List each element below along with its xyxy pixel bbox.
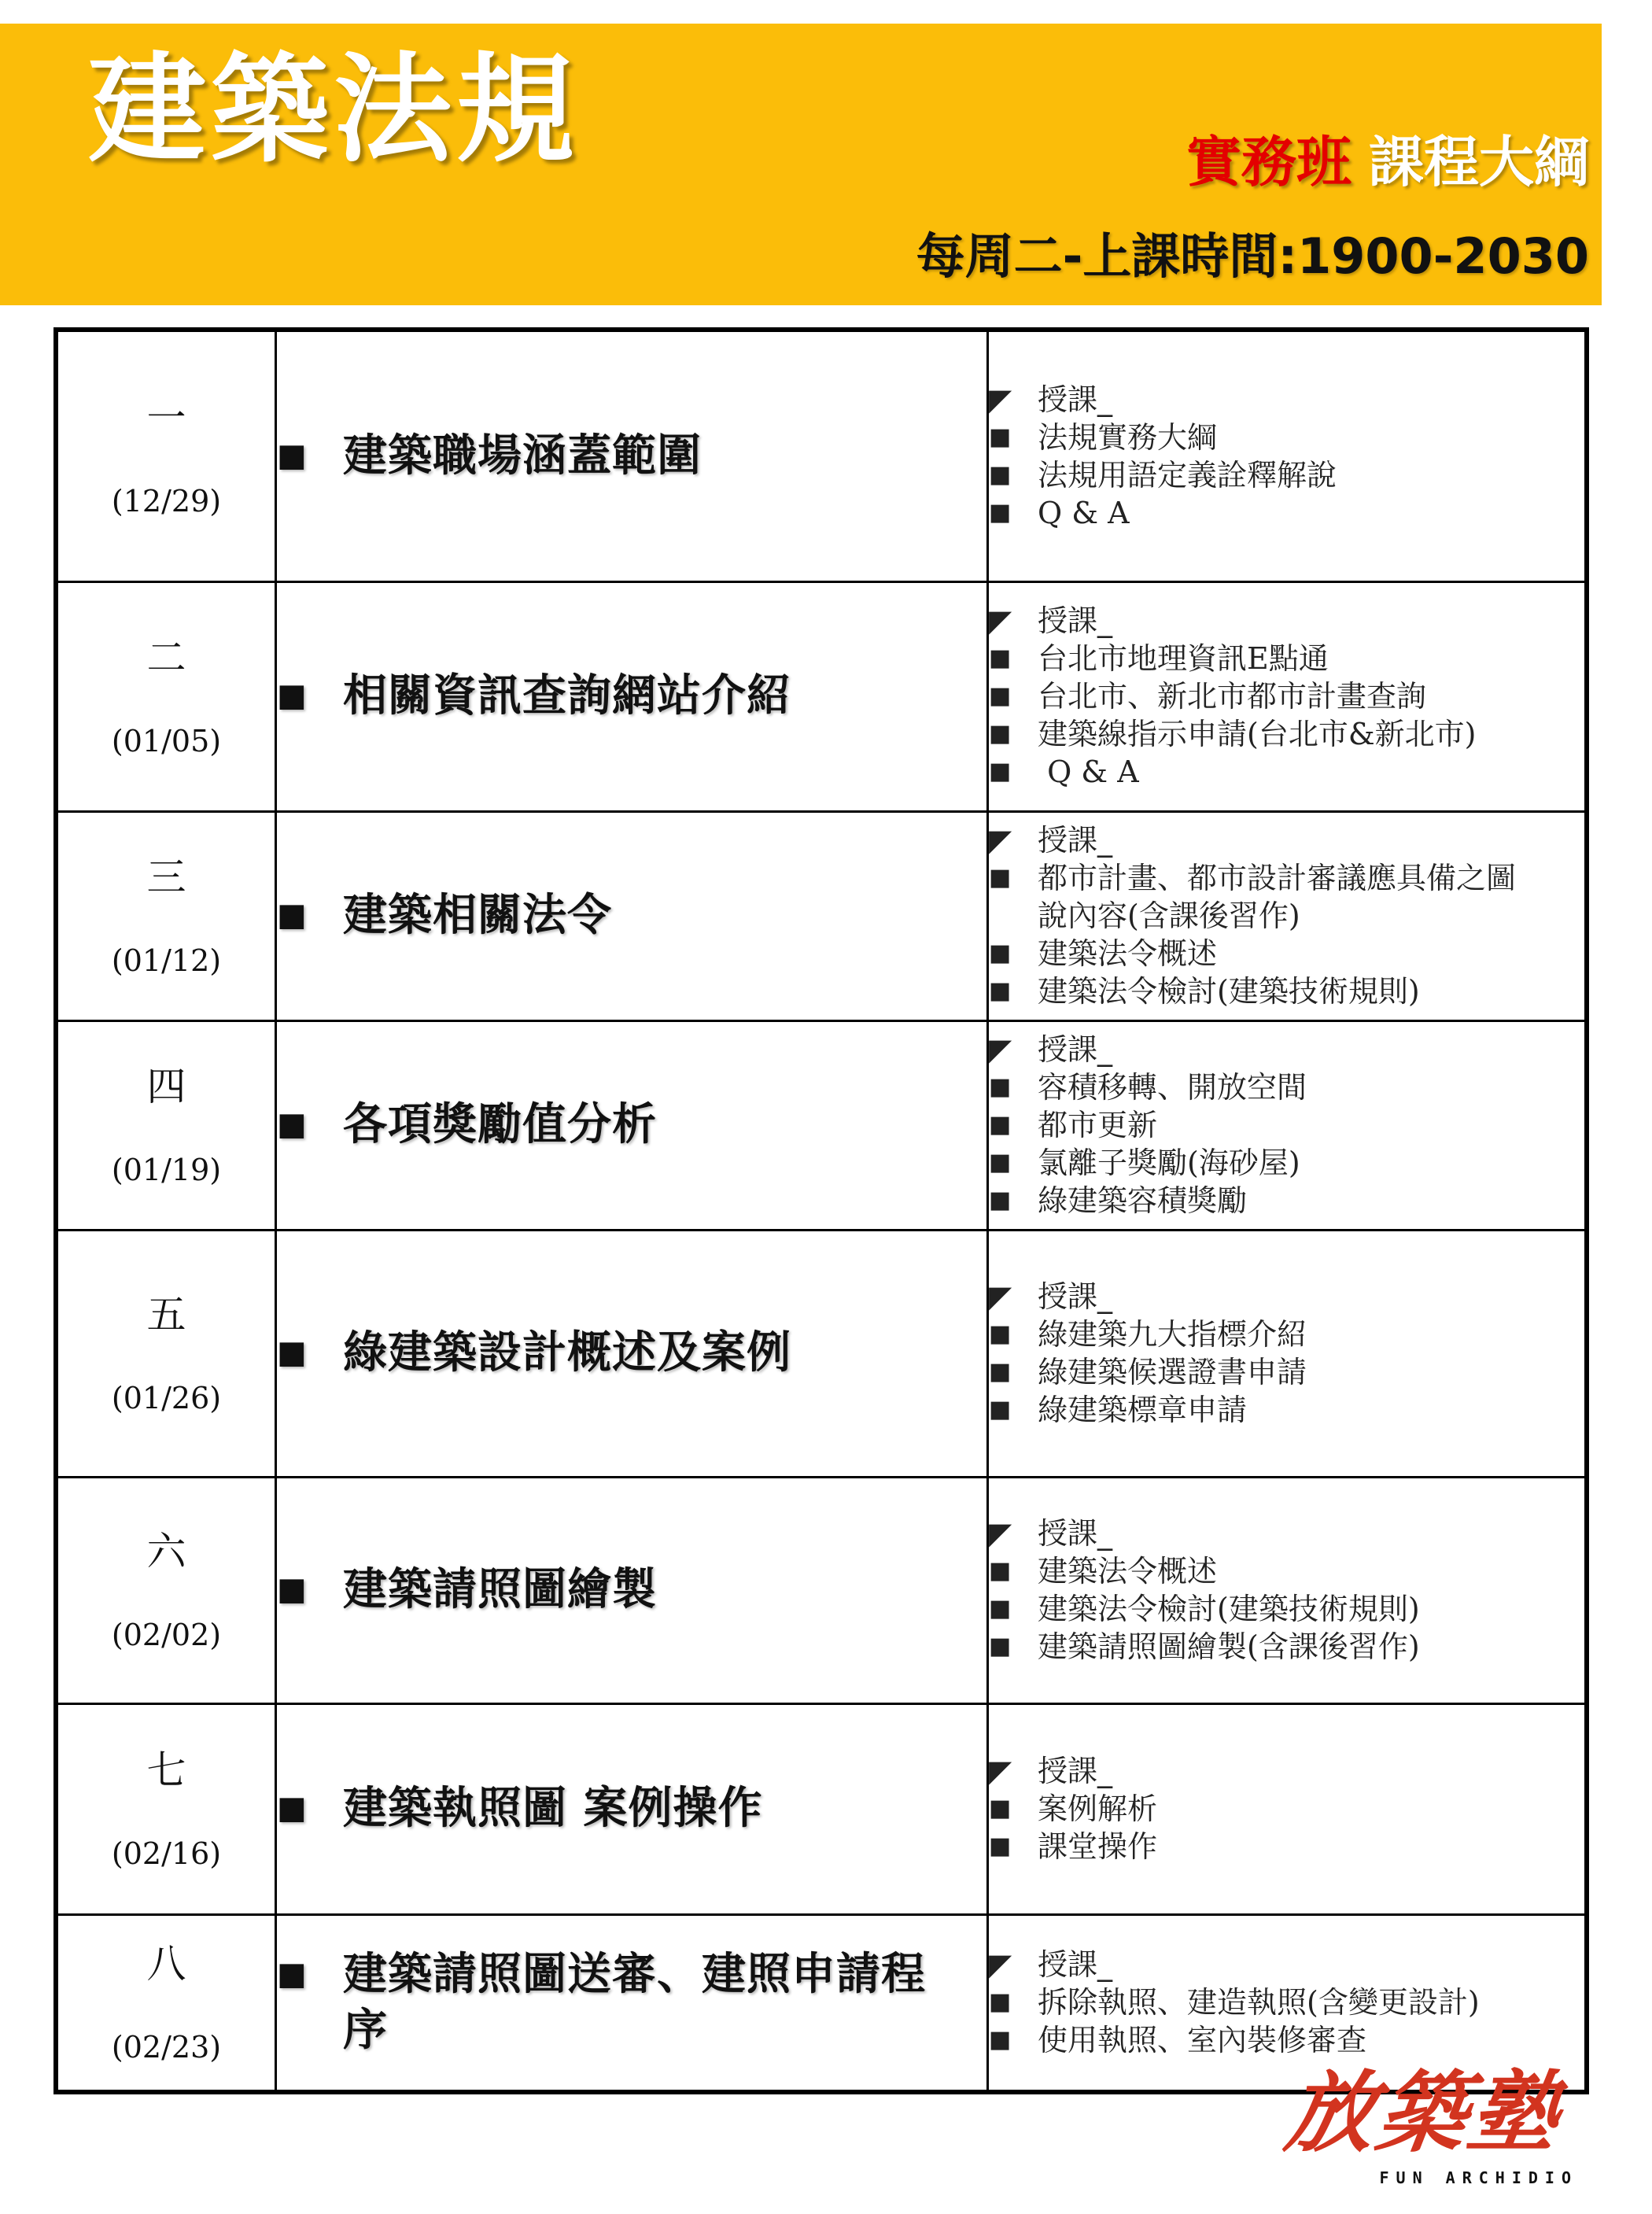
detail-item: ■ 建築請照圖繪製(含課後習作) <box>989 1629 1420 1664</box>
square-bullet-icon: ■ <box>989 864 1012 891</box>
detail-item: ■ 使用執照、室內裝修審查 <box>989 2023 1367 2058</box>
square-bullet-icon: ■ <box>989 1073 1012 1101</box>
detail-item: ■ 綠建築標章申請 <box>989 1393 1248 1427</box>
lesson-number: 二 <box>146 635 186 681</box>
detail-item: ■ 建築法令檢討(建築技術規則) <box>989 974 1420 1009</box>
triangle-bullet-icon: ◤ <box>989 1754 1012 1788</box>
lesson-number-cell <box>56 581 276 811</box>
lesson-row <box>56 1703 1587 1914</box>
lesson-number-cell <box>56 1703 276 1914</box>
lesson-row <box>56 330 1587 581</box>
lesson-row <box>56 811 1587 1020</box>
square-bullet-icon: ■ <box>989 977 1012 1005</box>
lesson-topic-text: 各項獎勵值分析 <box>343 1099 657 1151</box>
lesson-topic-cell <box>276 1914 988 2092</box>
lesson-number-cell <box>56 1020 276 1230</box>
detail-item: ■ 課堂操作 <box>989 1829 1158 1864</box>
lesson-date: (01/05) <box>111 724 222 759</box>
lesson-date: (02/23) <box>111 2030 222 2065</box>
detail-heading: ◤ 授課_ <box>989 382 1113 417</box>
lesson-topic-text-continued: 序 <box>343 2005 388 2057</box>
detail-item: ■ Q & A <box>989 495 1130 530</box>
class-schedule: 每周二-上課時間:1900-2030 <box>916 227 1589 285</box>
logo-chinese-text: 放築塾 <box>1279 2061 1569 2164</box>
triangle-bullet-icon: ◤ <box>989 823 1012 858</box>
lesson-number: 四 <box>146 1064 186 1110</box>
lesson-topic <box>277 668 986 725</box>
lesson-topic-text: 建築請照圖送審、建照申請程 <box>343 1948 926 2000</box>
lesson-topic <box>277 428 986 485</box>
lesson-number: 七 <box>146 1747 186 1794</box>
lesson-topic-cell <box>276 1020 988 1230</box>
detail-item: ■ 建築法令概述 <box>989 1554 1218 1589</box>
lesson-detail-cell <box>988 1230 1587 1477</box>
lesson-detail-cell <box>988 1703 1587 1914</box>
detail-heading: ◤ 授課_ <box>989 603 1113 638</box>
lesson-number-cell <box>56 1230 276 1477</box>
lesson-date: (02/16) <box>111 1836 222 1872</box>
lesson-row <box>56 1230 1587 1477</box>
detail-heading: ◤ 授課_ <box>989 1279 1113 1314</box>
subtitle-class-type: 實務班 <box>1186 130 1351 194</box>
subtitle-syllabus: 課程大綱 <box>1369 130 1589 194</box>
triangle-bullet-icon: ◤ <box>989 1032 1012 1067</box>
square-bullet-icon: ■ <box>989 1557 1012 1585</box>
lesson-number: 六 <box>146 1529 186 1575</box>
lesson-topic <box>277 1946 986 2059</box>
triangle-bullet-icon: ◤ <box>989 603 1012 638</box>
lesson-topic-cell <box>276 581 988 811</box>
square-bullet-icon: ■ <box>989 498 1012 526</box>
detail-item: ■ 台北市、新北市都市計畫查詢 <box>989 679 1427 714</box>
logo-english-text: FUN ARCHIDIO <box>1379 2168 1578 2187</box>
square-bullet-icon: ■ <box>989 1111 1012 1138</box>
lesson-detail-cell <box>988 811 1587 1020</box>
triangle-bullet-icon: ◤ <box>989 382 1012 417</box>
square-bullet-icon: ■ <box>989 1320 1012 1348</box>
lesson-topic <box>277 887 986 944</box>
lesson-topic-cell <box>276 1477 988 1703</box>
square-bullet-icon: ■ <box>989 1832 1012 1860</box>
detail-item: ■ 綠建築候選證書申請 <box>989 1355 1307 1389</box>
lesson-date: (01/26) <box>111 1381 222 1416</box>
lesson-topic-text: 建築職場涵蓋範圍 <box>343 430 702 482</box>
detail-heading: ◤ 授課_ <box>989 823 1113 858</box>
detail-item: ■ 建築線指示申請(台北市&新北市) <box>989 717 1477 751</box>
lesson-topic-cell <box>276 1703 988 1914</box>
square-bullet-icon: ■ <box>989 1149 1012 1176</box>
lesson-detail-cell <box>988 1477 1587 1703</box>
lesson-date: (01/19) <box>111 1153 222 1188</box>
square-bullet-icon: ■ <box>989 1186 1012 1214</box>
square-bullet-icon: ■ <box>989 423 1012 451</box>
detail-item: ■ 容積移轉、開放空間 <box>989 1070 1307 1105</box>
lesson-topic-cell <box>276 1230 988 1477</box>
triangle-bullet-icon: ◤ <box>989 1516 1012 1551</box>
lesson-topic <box>277 1562 986 1618</box>
lesson-date: (01/12) <box>111 943 222 979</box>
detail-item: ■ 氯離子獎勵(海砂屋) <box>989 1146 1300 1180</box>
square-bullet-icon: ■ <box>989 1396 1012 1423</box>
triangle-bullet-icon: ◤ <box>989 1279 1012 1314</box>
detail-item: ■ 法規實務大綱 <box>989 419 1218 455</box>
detail-item: ■ Q & A <box>989 755 1139 789</box>
square-bullet-icon: ■ <box>277 1955 308 1992</box>
square-bullet-icon: ■ <box>989 1988 1012 2017</box>
lesson-number: 五 <box>146 1292 186 1338</box>
detail-item: ■ 法規用語定義詮釋解說 <box>989 457 1337 493</box>
lesson-number: 八 <box>146 1941 186 1987</box>
square-bullet-icon: ■ <box>277 1106 308 1143</box>
lesson-topic-cell <box>276 330 988 581</box>
brand-logo <box>1279 2061 1586 2203</box>
lesson-topic-text: 建築執照圖 案例操作 <box>343 1783 763 1835</box>
detail-item: ■ 綠建築容積獎勵 <box>989 1183 1248 1218</box>
detail-item: ■ 都市計畫、都市設計審議應具備之圖 <box>989 861 1517 895</box>
lesson-topic <box>277 1097 986 1153</box>
detail-item-continued: 說內容(含課後習作) <box>1038 899 1300 933</box>
lesson-topic <box>277 1325 986 1382</box>
lesson-topic-text: 建築相關法令 <box>343 890 612 942</box>
lesson-detail-cell <box>988 1020 1587 1230</box>
lesson-row <box>56 1020 1587 1230</box>
square-bullet-icon: ■ <box>989 758 1012 785</box>
lesson-topic-text: 綠建築設計概述及案例 <box>343 1327 791 1379</box>
square-bullet-icon: ■ <box>989 1795 1012 1822</box>
lesson-number-cell <box>56 1914 276 2092</box>
lesson-number-cell <box>56 811 276 1020</box>
detail-heading: ◤ 授課_ <box>989 1754 1113 1788</box>
square-bullet-icon: ■ <box>989 460 1012 489</box>
syllabus-table <box>53 327 1589 2094</box>
subtitle <box>1186 132 1589 193</box>
square-bullet-icon: ■ <box>989 720 1012 747</box>
lesson-topic-text: 相關資訊查詢網站介紹 <box>343 670 791 722</box>
detail-item: ■ 拆除執照、建造執照(含變更設計) <box>989 1985 1480 2020</box>
detail-item: ■ 台北市地理資訊E點通 <box>989 641 1329 676</box>
lesson-row <box>56 1477 1587 1703</box>
square-bullet-icon: ■ <box>989 1595 1012 1622</box>
square-bullet-icon: ■ <box>989 1633 1012 1660</box>
square-bullet-icon: ■ <box>277 1790 308 1827</box>
square-bullet-icon: ■ <box>989 644 1012 672</box>
detail-heading: ◤ 授課_ <box>989 1032 1113 1067</box>
square-bullet-icon: ■ <box>277 437 308 474</box>
square-bullet-icon: ■ <box>277 677 308 714</box>
triangle-bullet-icon: ◤ <box>989 1947 1012 1983</box>
square-bullet-icon: ■ <box>277 1571 308 1608</box>
lesson-detail-cell <box>988 330 1587 581</box>
square-bullet-icon: ■ <box>277 1334 308 1371</box>
square-bullet-icon: ■ <box>989 682 1012 710</box>
square-bullet-icon: ■ <box>989 939 1012 967</box>
lesson-row <box>56 581 1587 811</box>
detail-heading: ◤ 授課_ <box>989 1516 1113 1551</box>
detail-item: ■ 建築法令概述 <box>989 936 1218 971</box>
lesson-number-cell <box>56 1477 276 1703</box>
square-bullet-icon: ■ <box>989 2026 1012 2054</box>
square-bullet-icon: ■ <box>277 897 308 934</box>
lesson-date: (02/02) <box>111 1618 222 1653</box>
lesson-number-cell <box>56 330 276 581</box>
square-bullet-icon: ■ <box>989 1358 1012 1386</box>
lesson-detail-cell <box>988 581 1587 811</box>
detail-item: ■ 綠建築九大指標介紹 <box>989 1317 1307 1352</box>
detail-item: ■ 建築法令檢討(建築技術規則) <box>989 1592 1420 1626</box>
detail-item: ■ 案例解析 <box>989 1791 1158 1826</box>
detail-item: ■ 都市更新 <box>989 1108 1158 1142</box>
page-title: 建築法規 <box>88 42 580 179</box>
detail-heading: ◤ 授課_ <box>989 1947 1113 1983</box>
lesson-topic <box>277 1780 986 1837</box>
lesson-date: (12/29) <box>111 483 222 518</box>
lesson-number: 三 <box>146 854 186 901</box>
lesson-number: 一 <box>146 394 186 441</box>
lesson-topic-cell <box>276 811 988 1020</box>
lesson-topic-text: 建築請照圖繪製 <box>343 1564 657 1616</box>
